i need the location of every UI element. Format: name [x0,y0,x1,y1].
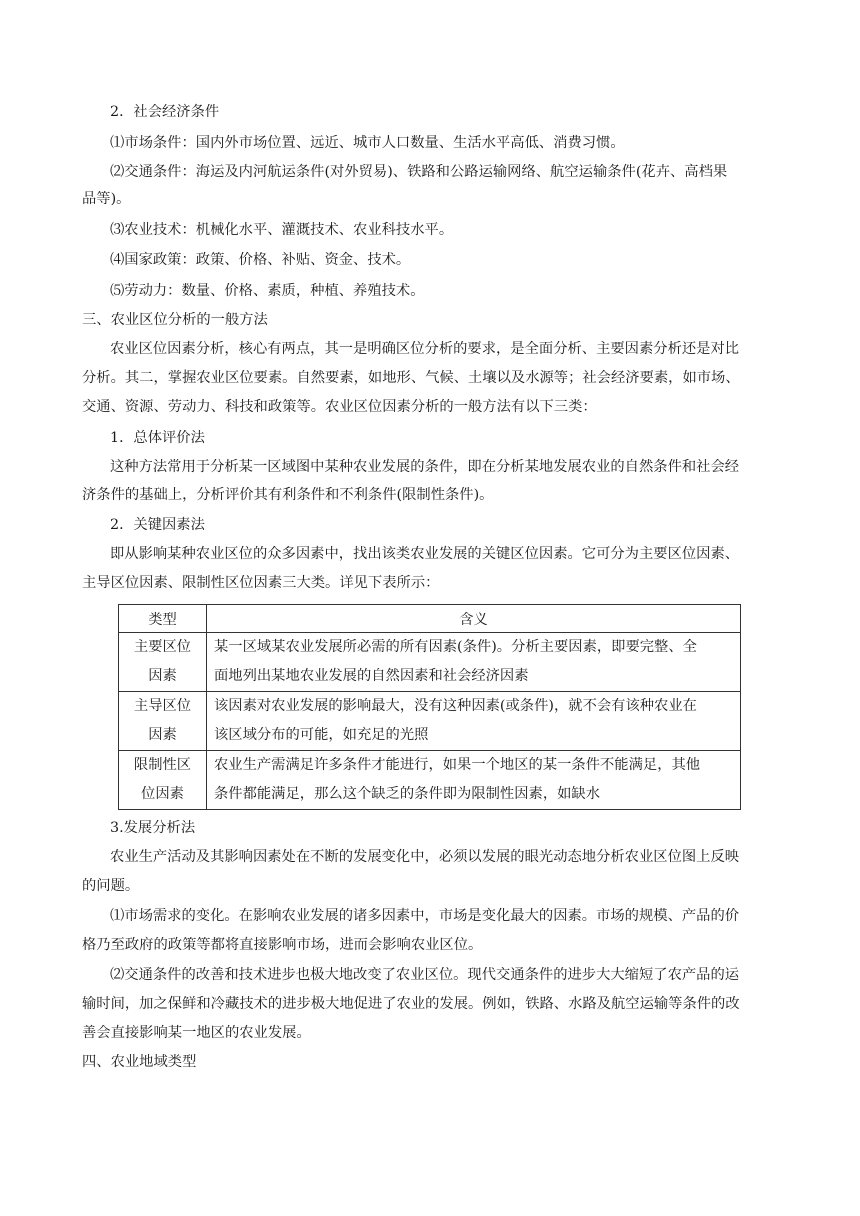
paragraph-overall: 这种方法常用于分析某一区域图中某种农业发展的条件，即在分析某地发展农业的自然条件和社会经 [110,459,740,475]
table-row [119,751,741,810]
subheading-overall-evaluation: 1．总体评价法 [110,430,205,446]
paragraph-analysis-cont1: 分析。其二，掌握农业区位要素。自然要素，如地形、气候、土壤以及水源等；社会经济要素，如市场、 [82,370,740,386]
paragraph-analysis: 农业区位因素分析，核心有两点，其一是明确区位分析的要求，是全面分析、主要因素分析还是对比 [110,341,740,357]
paragraph-key-factor: 即从影响某种农业区位的众多因素中，找出该类农业发展的关键区位因素。它可分为主要区位因素、 [110,546,740,562]
table-cell-meaning: 某一区域某农业发展所必需的所有因素(条件)。分析主要因素，即要完整、全 面地列出某地农业发展的自然因素和社会经济因素 [207,633,741,692]
paragraph-transport: ⑵交通条件：海运及内河航运条件(对外贸易)、铁路和公路运输网络、航空运输条件(花卉、高档果 [110,164,728,180]
section-heading-socioeconomic: 2．社会经济条件 [110,104,220,120]
section-heading-methods: 三、农业区位分析的一般方法 [82,312,268,328]
table-header-meaning: 含义 [207,605,741,633]
paragraph-policy: ⑷国家政策：政策、价格、补贴、资金、技术。 [110,252,411,268]
paragraph-labor: ⑸劳动力：数量、价格、素质，种植、养殖技术。 [110,283,425,299]
table-row [119,633,741,692]
subheading-key-factor: 2．关键因素法 [110,517,205,533]
paragraph-analysis-cont2: 交通、资源、劳动力、科技和政策等。农业区位因素分析的一般方法有以下三类： [82,399,597,415]
paragraph-overall-cont: 济条件的基础上，分析评价其有利条件和不利条件(限制性条件)。 [82,487,494,503]
paragraph-development: 农业生产活动及其影响因素处在不断的发展变化中，必须以发展的眼光动态地分析农业区位图上反映 [110,849,740,865]
paragraph-key-factor-cont: 主导区位因素、限制性区位因素三大类。详见下表所示： [82,575,440,591]
table-header-type: 类型 [119,605,207,633]
table-row [119,692,741,751]
table-cell-type: 限制性区 位因素 [119,751,207,810]
paragraph-technology: ⑶农业技术：机械化水平、灌溉技术、农业科技水平。 [110,222,454,238]
paragraph-transport-tech-cont1: 输时间，加之保鲜和冷藏技术的进步极大地促进了农业的发展。例如，铁路、水路及航空运输等条件的改 [82,996,740,1012]
section-heading-regional-types: 四、农业地域类型 [82,1054,197,1070]
paragraph-market: ⑴市场条件：国内外市场位置、远近、城市人口数量、生活水平高低、消费习惯。 [110,135,625,151]
table-cell-meaning: 农业生产需满足许多条件才能进行，如果一个地区的某一条件不能满足，其他 条件都能满足，那么这个缺乏的条件即为限制性因素，如缺水 [207,751,741,810]
paragraph-transport-cont: 品等)。 [82,191,131,207]
paragraph-market-demand: ⑴市场需求的变化。在影响农业发展的诸多因素中，市场是变化最大的因素。市场的规模、产品的价 [110,908,740,924]
table-header-row [119,605,741,633]
paragraph-transport-tech-cont2: 善会直接影响某一地区的农业发展。 [82,1025,311,1041]
table-cell-type: 主要区位 因素 [119,633,207,692]
table-cell-meaning: 该因素对农业发展的影响最大，没有这种因素(或条件)，就不会有该种农业在 该区域分布的可能，如充足的光照 [207,692,741,751]
subheading-development-analysis: 3.发展分析法 [110,820,196,836]
paragraph-transport-tech: ⑵交通条件的改善和技术进步也极大地改变了农业区位。现代交通条件的进步大大缩短了农产品的运 [110,967,740,983]
location-factor-table [118,604,741,810]
paragraph-development-cont: 的问题。 [82,878,140,894]
table-cell-type: 主导区位 因素 [119,692,207,751]
paragraph-market-demand-cont: 格乃至政府的政策等都将直接影响市场，进而会影响农业区位。 [82,937,483,953]
